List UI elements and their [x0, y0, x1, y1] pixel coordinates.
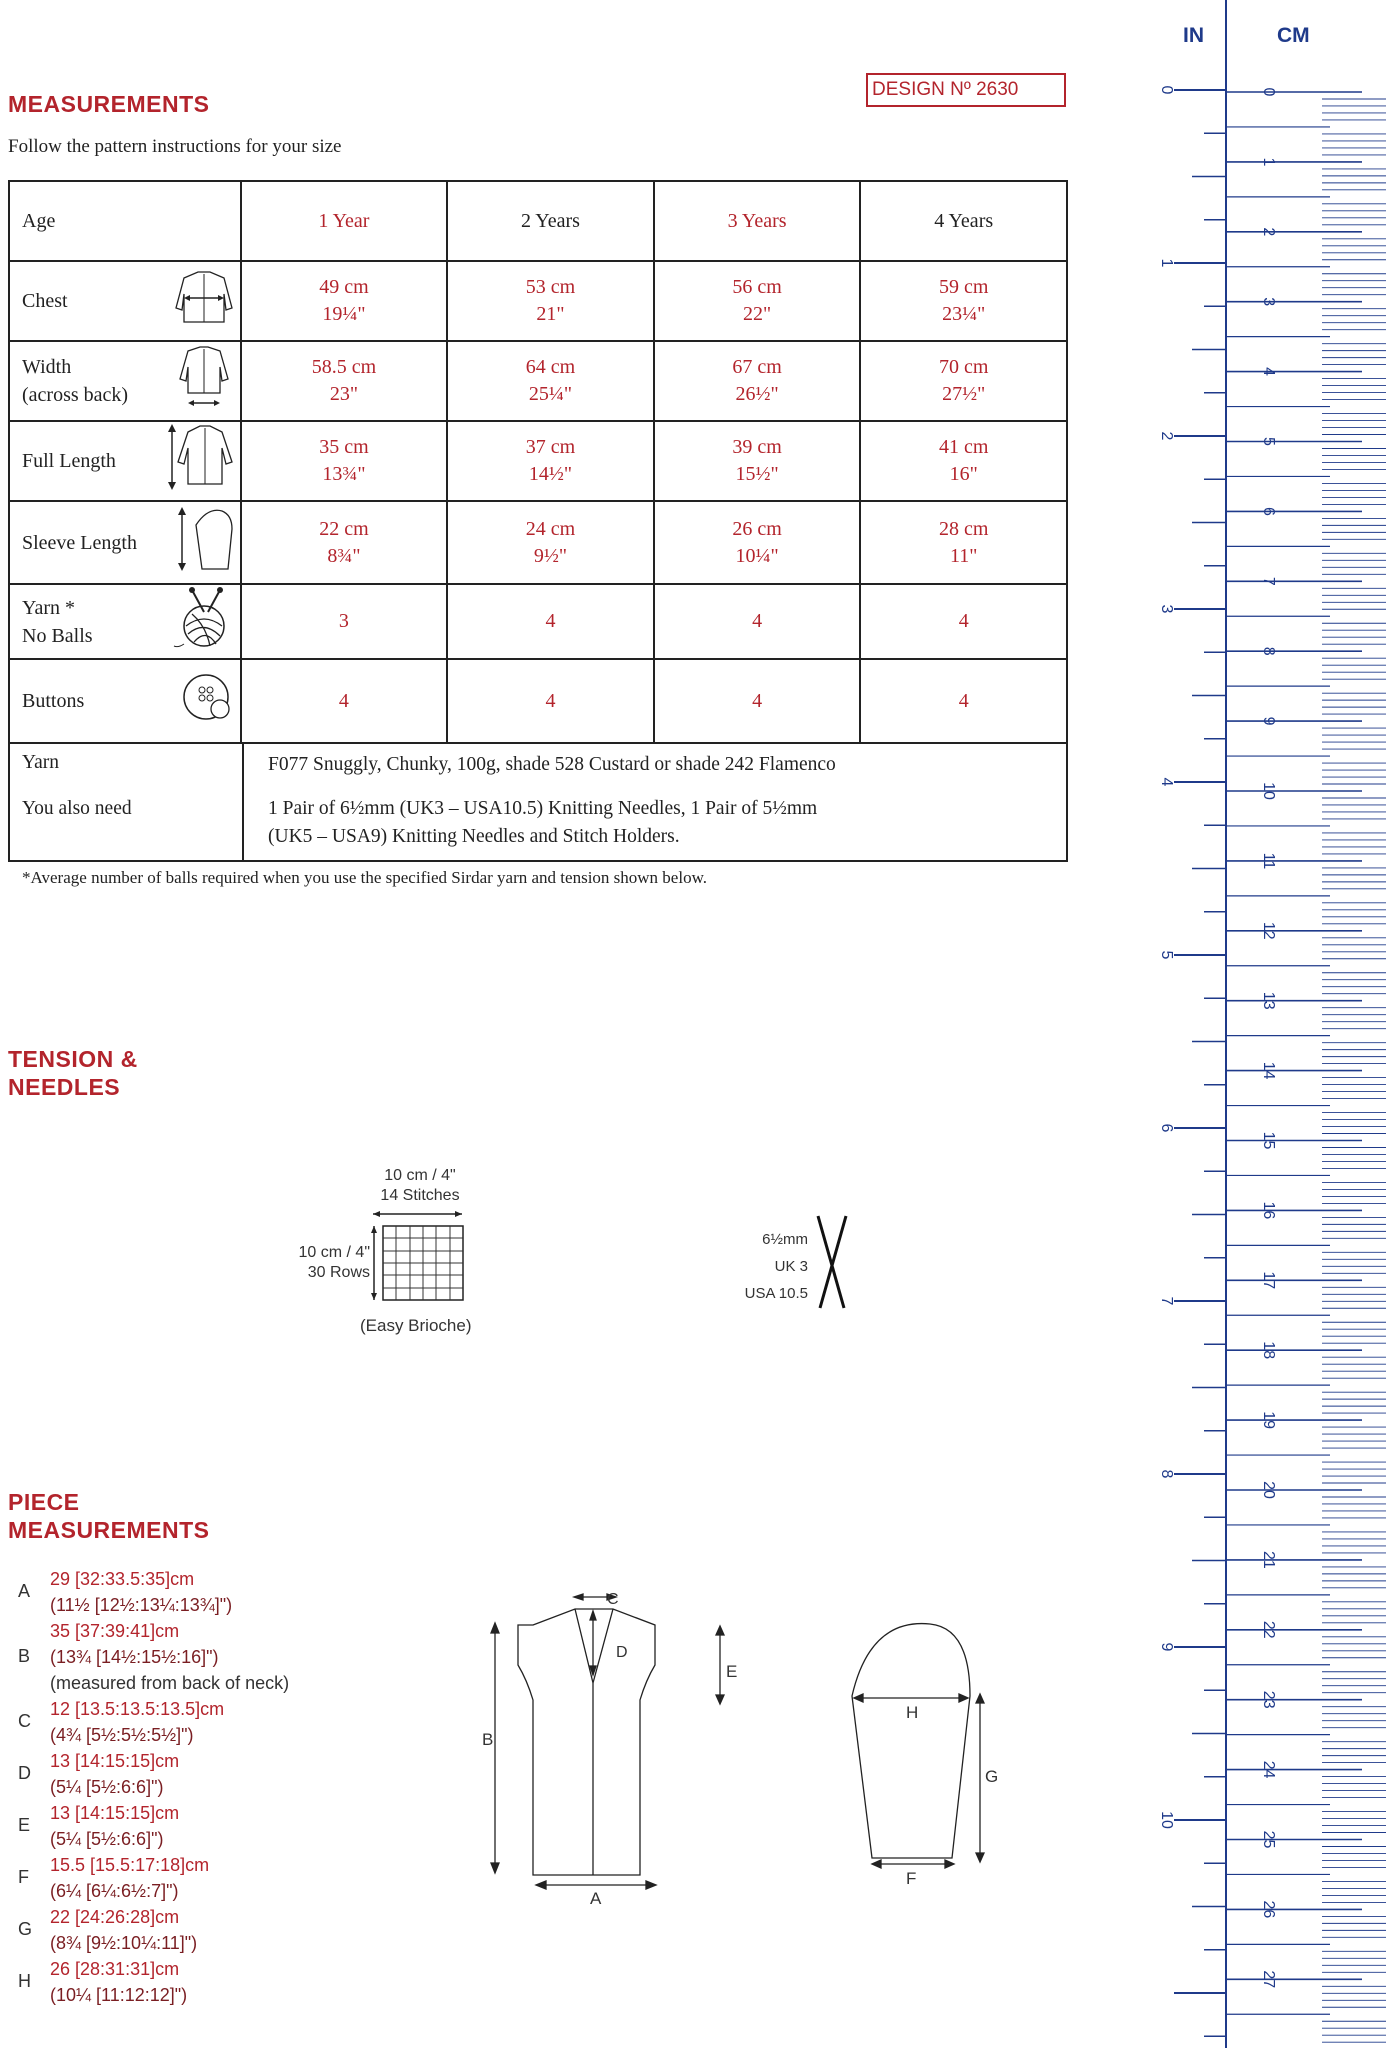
ruler-cm-label: 21: [1260, 1551, 1277, 1569]
measurement-value: [860, 584, 1067, 659]
measurement-value: [241, 261, 448, 341]
value-inches: 13¾": [322, 463, 366, 485]
measuring-ruler: [1130, 0, 1386, 2048]
ruler-cm-label: 7: [1260, 576, 1277, 586]
piece-letter: E: [18, 1815, 31, 1835]
ruler-cm-label: 6: [1260, 506, 1277, 516]
ruler-inch-label: 1: [1158, 258, 1175, 268]
ruler-cm-label: 3: [1260, 297, 1277, 307]
tension-rows: 30 Rows: [307, 1264, 370, 1281]
sleeve-piece-diagram: [840, 1618, 1020, 1888]
value-primary: 4: [545, 689, 556, 712]
label-e: E: [726, 1662, 738, 1681]
measurement-value: [860, 421, 1067, 501]
ruler-cm-label: 5: [1260, 437, 1277, 446]
ruler-cm-label: 1: [1260, 157, 1277, 167]
value-primary: 37 cm: [525, 436, 576, 458]
value-primary: 4: [752, 610, 763, 632]
ruler-cm-label: 23: [1260, 1690, 1277, 1709]
label-f: F: [906, 1869, 917, 1888]
measurement-value: [654, 421, 861, 501]
age-label: Age: [9, 181, 241, 261]
ruler-inch-label: 6: [1158, 1123, 1175, 1133]
piece-letter: B: [18, 1646, 31, 1666]
value-inches: 22": [743, 303, 772, 325]
piece-inches: (11½ [12½:13¼:13¾]"): [50, 1595, 233, 1615]
ruler-cm-label: 20: [1260, 1481, 1277, 1499]
ruler-inch-label: 7: [1158, 1296, 1175, 1306]
ruler-cm-label: 9: [1260, 716, 1277, 726]
value-primary: 56 cm: [732, 276, 782, 298]
piece-letter: H: [18, 1971, 31, 1991]
piece-letter: D: [18, 1763, 31, 1783]
table-row: [9, 659, 1067, 743]
table-row: [9, 501, 1067, 584]
value-primary: 26 cm: [732, 517, 782, 540]
measurement-value: [241, 659, 448, 743]
body-piece-diagram: [470, 1585, 750, 1915]
value-inches: 27½": [942, 383, 986, 405]
value-inches: 23": [329, 383, 358, 405]
tension-height: [270, 1243, 370, 1283]
measurements-table: [8, 180, 1068, 744]
value-primary: 70 cm: [938, 356, 989, 378]
design-number: DESIGN Nº 2630: [866, 73, 1066, 107]
ruler-cm-label: 18: [1260, 1341, 1277, 1360]
value-primary: 41 cm: [938, 436, 989, 458]
row-label: Chest: [22, 290, 68, 312]
label-g: G: [985, 1767, 999, 1786]
row-label-cell: [9, 261, 241, 341]
ruler-cm-label: 19: [1260, 1411, 1277, 1429]
ruler-cm-label: 12: [1260, 921, 1277, 940]
cardigan-chest-icon: [172, 268, 236, 334]
measurement-value: [654, 501, 861, 584]
measurement-value: [654, 341, 861, 421]
row-label-cell: [9, 341, 241, 421]
row-label: Full Length: [22, 450, 116, 472]
measurement-value: [241, 584, 448, 659]
piece-letter: C: [18, 1711, 31, 1731]
ruler-inch-label: 5: [1158, 950, 1175, 960]
value-inches: 15½": [735, 463, 779, 485]
value-primary: 58.5 cm: [311, 356, 377, 378]
ruler-cm-label: 15: [1260, 1131, 1277, 1150]
row-label: Buttons: [22, 690, 85, 712]
needle-mm: 6½mm: [762, 1231, 808, 1248]
piece-cm: 26 [28:31:31]cm: [50, 1959, 180, 1979]
value-primary: 39 cm: [732, 436, 782, 458]
piece-inches: (4¾ [5½:5½:5½]"): [50, 1725, 194, 1745]
ruler-cm-label: 26: [1260, 1900, 1277, 1919]
needle-usa: USA 10.5: [744, 1285, 808, 1302]
value-inches: 11": [949, 544, 978, 567]
piece-inches: (6¼ [6¼:6½:7]"): [50, 1881, 179, 1901]
needle-size: [730, 1226, 808, 1307]
piece-cm: 12 [13.5:13.5:13.5]cm: [50, 1699, 225, 1719]
label-c: C: [607, 1591, 619, 1608]
measurement-value: [654, 659, 861, 743]
ruler-cm-label: 25: [1260, 1830, 1277, 1849]
value-inches: 25¼": [528, 383, 573, 405]
ruler-cm-label: 16: [1260, 1201, 1277, 1220]
value-primary: 24 cm: [525, 517, 576, 540]
yarn-ball-icon: [172, 586, 236, 658]
value-inches: 26½": [735, 383, 779, 405]
yarn-label: Yarn: [22, 752, 60, 773]
piece-cm: 29 [32:33.5:35]cm: [50, 1569, 195, 1589]
measurement-value: [447, 261, 654, 341]
yarn-needs-box: [8, 744, 1068, 862]
value-primary: 4: [958, 689, 969, 712]
measurement-value: [860, 501, 1067, 584]
value-inches: 21": [536, 303, 565, 325]
ruler-inch-label: 3: [1158, 604, 1175, 614]
value-primary: 35 cm: [319, 436, 369, 458]
piece-note: (measured from back of neck): [50, 1673, 290, 1693]
need-line-2: (UK5 – USA9) Knitting Needles and Stitch Holders.: [268, 826, 680, 847]
piece-inches: (5¼ [5½:6:6]"): [50, 1829, 164, 1849]
piece-cm: 13 [14:15:15]cm: [50, 1751, 180, 1771]
size-header: 1 Year: [241, 181, 448, 261]
piece-title-line1: PIECE: [8, 1489, 80, 1515]
ruler-cm-label: 0: [1260, 87, 1277, 97]
piece-title-line2: MEASUREMENTS: [8, 1517, 210, 1543]
button-icon: [180, 671, 236, 731]
piece-cm: 35 [37:39:41]cm: [50, 1621, 180, 1641]
measurement-value: [654, 584, 861, 659]
value-inches: 10¼": [735, 544, 779, 567]
label-d: D: [616, 1644, 628, 1661]
row-label-sub: No Balls: [22, 624, 93, 647]
row-label: Sleeve Length: [22, 531, 137, 554]
value-primary: 53 cm: [525, 276, 576, 298]
cardigan-width-icon: [172, 345, 236, 417]
measurements-title: MEASUREMENTS: [8, 91, 210, 117]
value-primary: 59 cm: [938, 276, 989, 298]
yarn-text: F077 Snuggly, Chunky, 100g, shade 528 Custard or shade 242 Flamenco: [268, 754, 836, 775]
ruler-cm-label: 24: [1260, 1760, 1277, 1779]
ruler-inch-label: 8: [1158, 1469, 1175, 1479]
row-label-cell: [9, 584, 241, 659]
balls-note: *Average number of balls required when you use the specified Sirdar yarn and tension shown below.: [22, 868, 707, 887]
ruler-cm-label: 14: [1260, 1061, 1277, 1080]
value-primary: 28 cm: [938, 517, 989, 540]
ruler-cm-label: 4: [1260, 367, 1277, 377]
ruler-inch-label: 2: [1158, 431, 1175, 441]
measurement-value: [447, 584, 654, 659]
measurements-subtitle: Follow the pattern instructions for your size: [8, 136, 342, 157]
label-b: B: [482, 1730, 494, 1749]
tension-width: [360, 1166, 480, 1206]
value-primary: 4: [545, 610, 556, 632]
row-label-cell: [9, 501, 241, 584]
piece-letter: F: [18, 1867, 29, 1887]
measurement-value: [447, 659, 654, 743]
ruler-cm-label: 8: [1260, 646, 1277, 656]
ruler-inch-label: 10: [1158, 1811, 1175, 1829]
measurement-value: [860, 261, 1067, 341]
size-header: 2 Years: [447, 181, 654, 261]
measurement-value: [241, 341, 448, 421]
value-primary: 4: [958, 610, 969, 632]
value-primary: 64 cm: [525, 356, 576, 378]
row-label-cell: [9, 659, 241, 743]
ruler-cm-label: 27: [1260, 1970, 1277, 1989]
piece-inches: (8¾ [9½:10¼:11]"): [50, 1933, 198, 1953]
value-inches: 16": [949, 463, 978, 485]
measurement-value: [241, 421, 448, 501]
label-a: A: [590, 1889, 602, 1908]
cardigan-length-icon: [164, 422, 236, 500]
need-line-1: 1 Pair of 6½mm (UK3 – USA10.5) Knitting Needles, 1 Pair of 5½mm: [268, 798, 818, 819]
value-primary: 22 cm: [319, 517, 369, 540]
measurement-value: [860, 659, 1067, 743]
ruler-inch-label: 9: [1158, 1642, 1175, 1652]
table-row: [9, 261, 1067, 341]
table-row: [9, 421, 1067, 501]
value-inches: 14½": [528, 463, 573, 485]
measurement-value: [447, 341, 654, 421]
table-row: [9, 341, 1067, 421]
ruler-cm-label: 17: [1260, 1271, 1277, 1290]
tension-title-line2: NEEDLES: [8, 1074, 121, 1100]
row-label: Width: [22, 356, 72, 378]
tension-width-label: 10 cm / 4": [384, 1167, 456, 1184]
size-header: 3 Years: [654, 181, 861, 261]
tension-grid-icon: [365, 1208, 470, 1308]
piece-letter: A: [18, 1581, 31, 1601]
measurement-value: [654, 261, 861, 341]
measurement-value: [860, 341, 1067, 421]
sleeve-length-icon: [172, 505, 236, 581]
measurement-value: [241, 501, 448, 584]
need-label: You also need: [22, 798, 132, 819]
tension-stitches: 14 Stitches: [380, 1187, 460, 1204]
ruler-cm-title: CM: [1277, 24, 1310, 47]
value-inches: 8¾": [327, 544, 361, 567]
piece-inches: (5¼ [5½:6:6]"): [50, 1777, 164, 1797]
piece-cm: 15.5 [15.5:17:18]cm: [50, 1855, 210, 1875]
ruler-cm-label: 2: [1260, 227, 1277, 237]
row-label-sub: (across back): [22, 384, 129, 406]
ruler-inch-label: 4: [1158, 777, 1175, 787]
value-inches: 9½": [533, 544, 568, 567]
value-primary: 4: [752, 689, 763, 712]
table-row: [9, 584, 1067, 659]
piece-inches: (10¼ [11:12:12]"): [50, 1985, 188, 2005]
piece-cm: 13 [14:15:15]cm: [50, 1803, 180, 1823]
tension-height-label: 10 cm / 4": [298, 1244, 370, 1261]
ruler-cm-label: 22: [1260, 1620, 1277, 1639]
value-primary: 3: [338, 610, 349, 632]
ruler-in-title: IN: [1183, 24, 1204, 47]
measurement-value: [447, 421, 654, 501]
table-header-row: [9, 181, 1067, 261]
value-inches: 23¼": [942, 303, 986, 325]
knitting-needles-icon: [812, 1212, 852, 1312]
stitch-name: (Easy Brioche): [360, 1316, 472, 1335]
tension-title-line1: TENSION &: [8, 1046, 138, 1072]
piece-letter: G: [18, 1919, 33, 1939]
ruler-cm-label: 13: [1260, 991, 1277, 1010]
piece-cm: 22 [24:26:28]cm: [50, 1907, 180, 1927]
value-primary: 49 cm: [319, 276, 369, 298]
size-header: 4 Years: [860, 181, 1067, 261]
needle-uk: UK 3: [774, 1258, 808, 1275]
ruler-cm-label: 10: [1260, 782, 1277, 800]
row-label-cell: [9, 421, 241, 501]
row-label: Yarn *: [22, 596, 75, 619]
value-primary: 4: [338, 689, 349, 712]
measurement-value: [447, 501, 654, 584]
label-h: H: [906, 1703, 919, 1722]
value-primary: 67 cm: [732, 356, 782, 378]
ruler-cm-label: 11: [1260, 852, 1277, 870]
piece-inches: (13¾ [14½:15½:16]"): [50, 1647, 219, 1667]
value-inches: 19¼": [322, 303, 366, 325]
ruler-inch-label: 0: [1158, 85, 1175, 95]
